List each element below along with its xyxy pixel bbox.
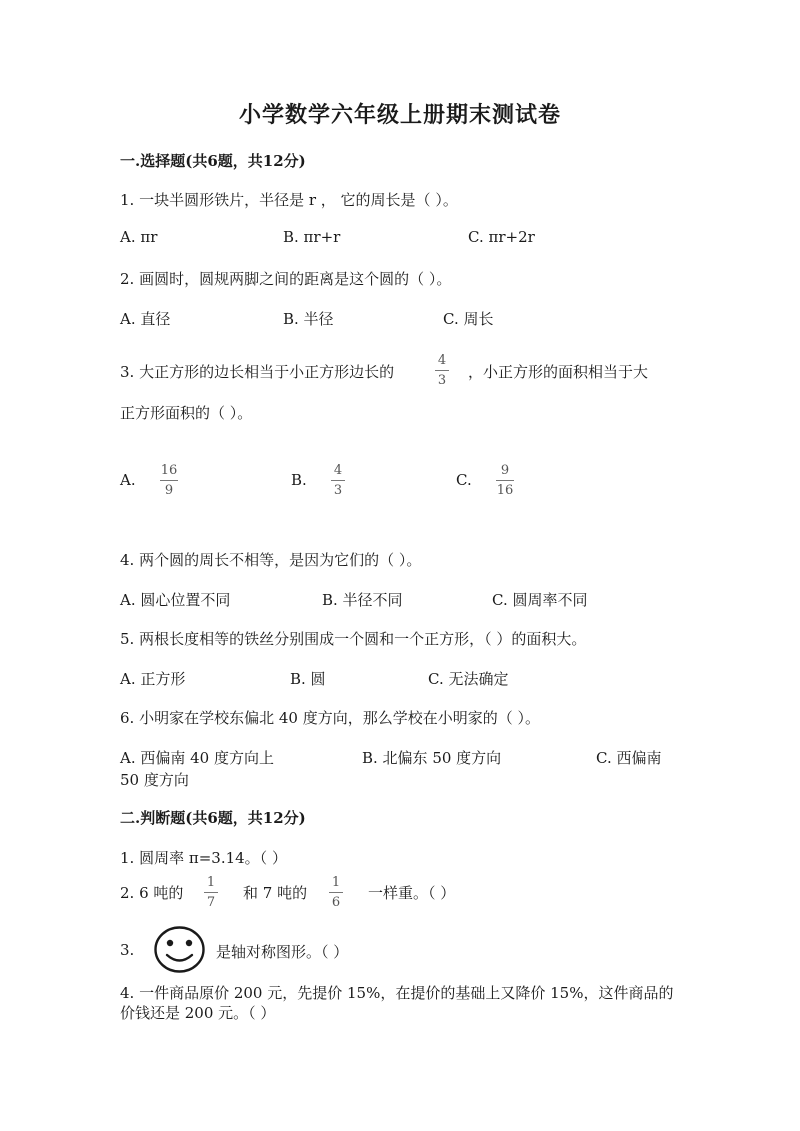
fraction-denominator: 3 <box>333 483 343 498</box>
fraction-numerator: 1 <box>206 875 216 890</box>
tf-question-3-text: 是轴对称图形。（ ） <box>216 943 349 961</box>
fraction-bar <box>204 892 218 893</box>
question-3-option-a-fraction <box>160 463 178 498</box>
fraction-denominator: 16 <box>496 483 514 498</box>
question-5-option-a: A. 正方形 <box>120 670 186 688</box>
question-5-option-b: B. 圆 <box>290 670 326 688</box>
tf-question-2-fraction-2 <box>329 875 343 910</box>
fraction-numerator: 16 <box>160 463 178 478</box>
fraction-denominator: 7 <box>206 895 216 910</box>
question-2-option-c: C. 周长 <box>443 310 494 328</box>
fraction-numerator: 9 <box>500 463 510 478</box>
question-1-option-a: A. πr <box>120 228 158 246</box>
question-3-text-b: ，小正方形的面积相当于大 <box>468 363 649 381</box>
page-title: 小学数学六年级上册期末测试卷 <box>238 102 561 128</box>
fraction-denominator: 9 <box>164 483 174 498</box>
tf-question-2-fraction-1 <box>204 875 218 910</box>
fraction-bar <box>331 480 345 481</box>
question-3-option-a-label: A. <box>120 471 136 489</box>
question-1-option-c: C. πr+2r <box>468 228 535 246</box>
smiley-face-icon <box>153 925 206 974</box>
question-6-option-a: A. 西偏南 40 度方向上 <box>120 749 274 767</box>
question-6-option-b: B. 北偏东 50 度方向 <box>362 749 502 767</box>
question-3-text-a: 3. 大正方形的边长相当于小正方形边长的 <box>120 363 395 381</box>
fraction-numerator: 1 <box>331 875 341 890</box>
question-6-option-c: C. 西偏南 <box>596 749 662 767</box>
question-3-option-b-fraction <box>331 463 345 498</box>
tf-question-2-text-b: 和 7 吨的 <box>243 884 308 902</box>
tf-question-4-line-2: 价钱还是 200 元。（ ） <box>120 1004 276 1022</box>
question-4-option-c: C. 圆周率不同 <box>492 591 588 609</box>
tf-question-2-text-c: 一样重。（ ） <box>368 884 456 902</box>
question-3-text-c: 正方形面积的（ ）。 <box>120 404 253 422</box>
question-6-option-c-continued: 50 度方向 <box>120 771 189 789</box>
question-1-text: 1. 一块半圆形铁片，半径是 r ， 它的周长是（ ）。 <box>120 191 458 209</box>
question-1-option-b: B. πr+r <box>283 228 341 246</box>
question-4-text: 4. 两个圆的周长不相等，是因为它们的（ ）。 <box>120 551 422 569</box>
question-2-text: 2. 画圆时，圆规两脚之间的距离是这个圆的（ ）。 <box>120 270 452 288</box>
tf-question-2-text-a: 2. 6 吨的 <box>120 884 184 902</box>
question-4-option-b: B. 半径不同 <box>322 591 403 609</box>
question-5-text: 5. 两根长度相等的铁丝分别围成一个圆和一个正方形，（ ）的面积大。 <box>120 630 587 648</box>
fraction-numerator: 4 <box>437 353 447 368</box>
fraction-denominator: 3 <box>437 373 447 388</box>
fraction-bar <box>160 480 178 481</box>
question-6-text: 6. 小明家在学校东偏北 40 度方向，那么学校在小明家的（ ）。 <box>120 709 540 727</box>
fraction-bar <box>435 370 449 371</box>
question-5-option-c: C. 无法确定 <box>428 670 509 688</box>
question-3-fraction <box>435 353 449 388</box>
fraction-numerator: 4 <box>333 463 343 478</box>
tf-question-3-label: 3. <box>120 941 135 959</box>
tf-question-1-text: 1. 圆周率 π=3.14。（ ） <box>120 849 287 867</box>
fraction-bar <box>329 892 343 893</box>
section-heading-choice: 一.选择题(共6题，共12分) <box>120 152 306 170</box>
question-4-option-a: A. 圆心位置不同 <box>120 591 231 609</box>
question-2-option-a: A. 直径 <box>120 310 171 328</box>
fraction-bar <box>496 480 514 481</box>
tf-question-4-line-1: 4. 一件商品原价 200 元，先提价 15%，在提价的基础上又降价 15%，这件商品的 <box>120 984 674 1002</box>
section-heading-true-false: 二.判断题(共6题，共12分) <box>120 809 306 827</box>
question-3-option-c-fraction <box>496 463 514 498</box>
question-2-option-b: B. 半径 <box>283 310 334 328</box>
question-3-option-c-label: C. <box>456 471 472 489</box>
question-3-option-b-label: B. <box>291 471 307 489</box>
fraction-denominator: 6 <box>331 895 341 910</box>
